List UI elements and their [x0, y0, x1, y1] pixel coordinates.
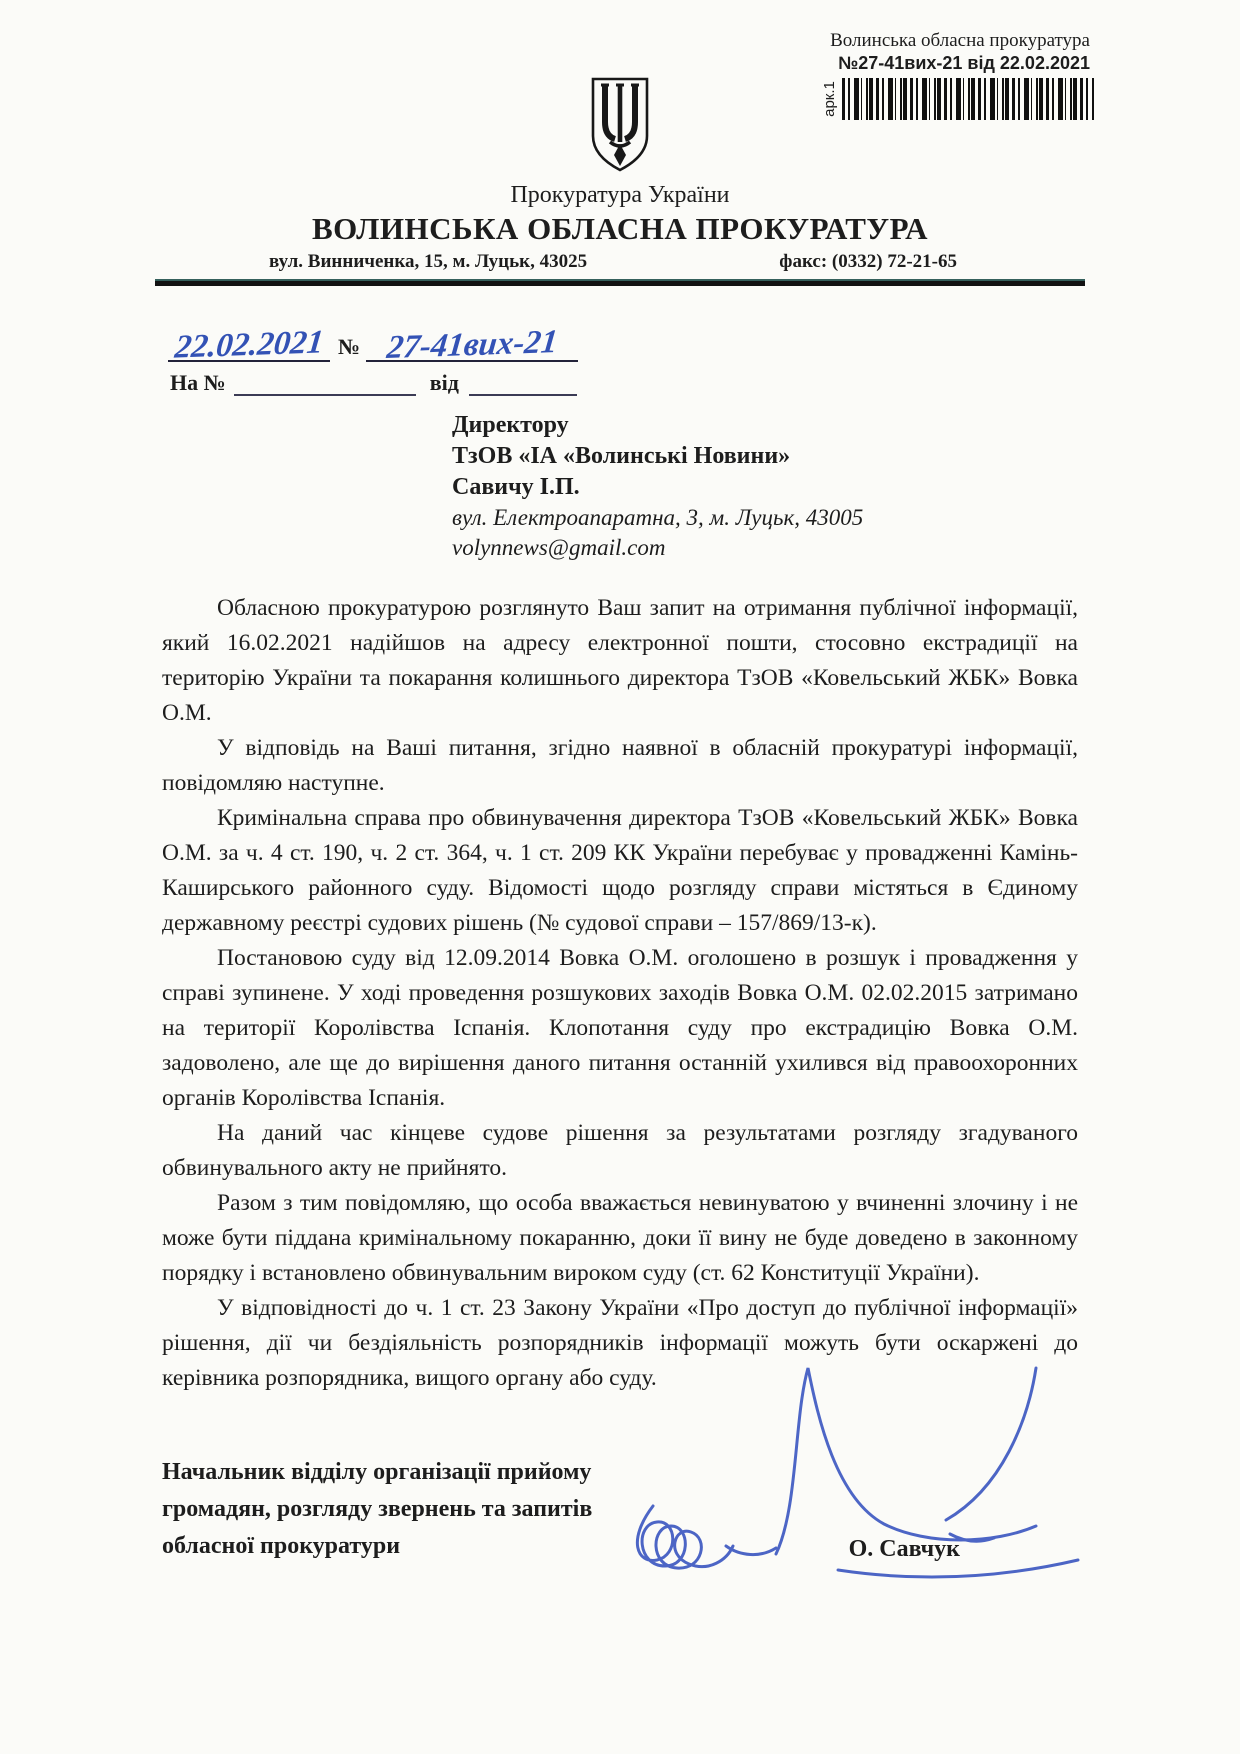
reply-no-label: На №: [170, 370, 226, 395]
signer-title-line: обласної прокуратури: [162, 1533, 401, 1559]
recipient-name: Савичу І.П.: [452, 474, 580, 500]
recipient-email: volynnews@gmail.com: [452, 535, 666, 560]
recipient-block: [452, 410, 1240, 563]
handwritten-date: 22.02.2021: [172, 324, 326, 366]
reply-from-label: від: [429, 370, 459, 395]
letterhead-divider: [155, 279, 1085, 286]
signer-title-line: Начальник відділу організації прийому: [162, 1459, 592, 1485]
number-underline: [366, 323, 578, 367]
barcode-block: [820, 77, 1094, 121]
signer-name: О. Савчук: [848, 1536, 960, 1562]
ukraine-trident-emblem-icon: [588, 76, 652, 174]
outgoing-reference-line: [168, 302, 1240, 367]
reply-from-blank: [469, 370, 577, 396]
recipient-company: ТзОВ «ІА «Волинські Новини»: [452, 443, 791, 469]
letterhead-fax: факс: (0332) 72-21-65: [779, 251, 957, 272]
body-paragraph: На даний час кінцеве судове рішення за результатами розгляду згадуваного обвинувального акту не прийнято.: [162, 1120, 1078, 1181]
number-sign: №: [338, 334, 361, 359]
body-paragraph: Обласною прокуратурою розглянуто Ваш запит на отримання публічної інформації, який 16.02.2021 надійшов на адресу електронної пошти, стосовно екстрадиції на територію України та покарання колишнього директора ТзОВ «Ковельський ЖБК» Вовка О.М.: [162, 595, 1078, 726]
recipient-address: вул. Електроапаратна, 3, м. Луцьк, 43005: [452, 505, 864, 530]
body-paragraph: У відповідь на Ваші питання, згідно наявної в обласній прокуратурі інформації, повідомляю наступне.: [162, 735, 1078, 796]
reply-no-blank: [234, 370, 416, 396]
handwritten-number: 27-41вих-21: [384, 323, 560, 367]
recipient-position: Директору: [452, 412, 569, 438]
body-paragraph: Разом з тим повідомляю, що особа вважається невинуватою у вчиненні злочину і не може бути піддана кримінальному покаранню, доки її вину не буде доведено в законному порядку і встановлено обвинувальним вироком суду (ст. 62 Конституції України).: [162, 1190, 1078, 1286]
body-paragraph: Кримінальна справа про обвинувачення директора ТзОВ «Ковельський ЖБК» Вовка О.М. за ч. 4 ст. 190, ч. 2 ст. 364, ч. 1 ст. 209 КК України перебуває у провадженні Камінь-Каширського районного суду. Відомості щодо розгляду справи містяться в Єдиному державному реєстрі судових рішень (№ судової справи – 157/869/13-к).: [162, 805, 1078, 936]
barcode-sheet-label: арк.1: [820, 81, 838, 117]
body-paragraph: У відповідності до ч. 1 ст. 23 Закону України «Про доступ до публічної інформації» рішення, дії чи бездіяльність розпорядників інформації можуть бути оскаржені до керівника розпорядника, вищого органу або суду.: [162, 1295, 1078, 1391]
letter-body: [162, 591, 1078, 1396]
letterhead-country-line: Прокуратура України: [510, 182, 730, 208]
body-paragraph: Постановою суду від 12.09.2014 Вовка О.М. оголошено в розшук і провадження у справі зупинене. У ході проведення розшукових заходів Вовка О.М. 02.02.2015 затримано на території Королівства Іспанія. Клопотання суду про екстрадицію Вовка О.М. задоволено, але ще до вирішення даного питання останній ухилився від правоохоронних органів Королівства Іспанія.: [162, 945, 1078, 1111]
letterhead-contact-row: [155, 251, 1085, 273]
signer-title: [162, 1454, 592, 1565]
signer-title-line: громадян, розгляду звернень та запитів: [162, 1496, 593, 1522]
registration-stamp: [830, 30, 1090, 74]
letterhead-address: вул. Винниченка, 15, м. Луцьк, 43025: [269, 251, 588, 272]
stamp-reference-number: №27-41вих-21 від 22.02.2021: [838, 53, 1090, 73]
letterhead-org-name: ВОЛИНСЬКА ОБЛАСНА ПРОКУРАТУРА: [312, 211, 928, 246]
signature-block: [162, 1454, 1078, 1565]
barcode-icon: [842, 78, 1094, 120]
stamp-org-name: Волинська обласна прокуратура: [830, 30, 1090, 51]
reply-reference-line: [170, 370, 1240, 396]
date-underline: [168, 324, 330, 366]
